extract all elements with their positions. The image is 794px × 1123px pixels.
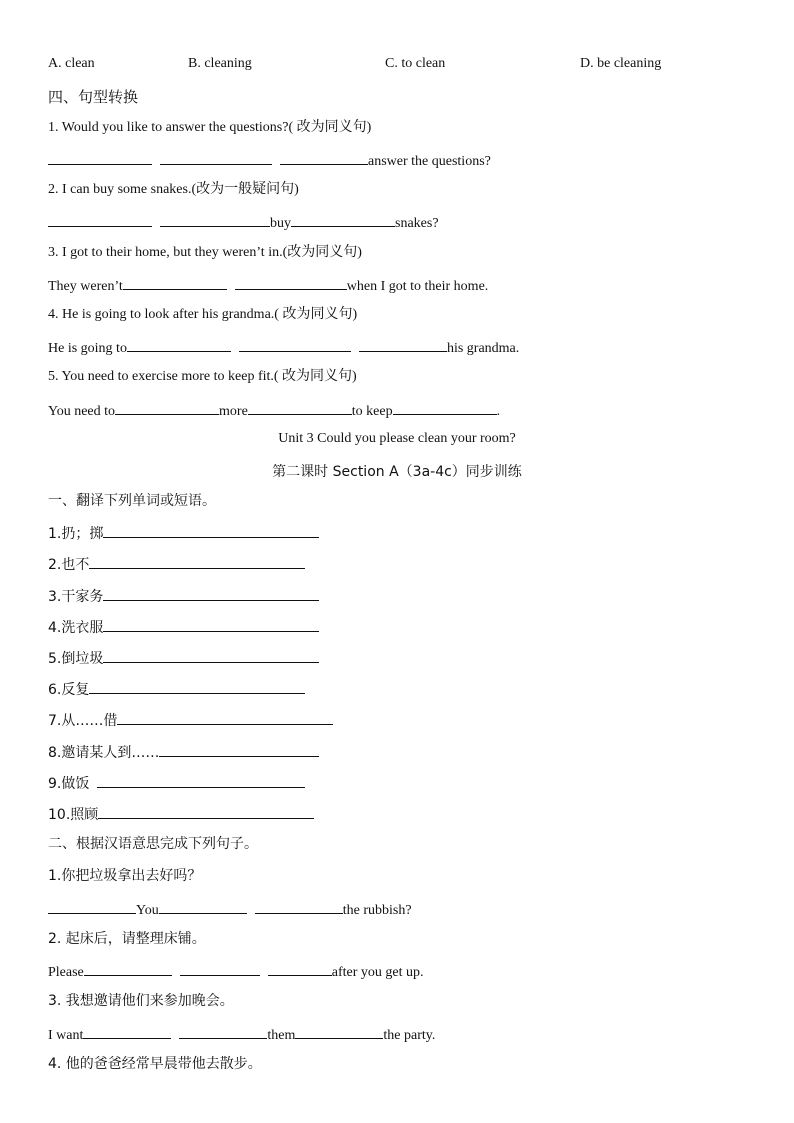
s4-question-3: 3. I got to their home, but they weren’t in.(改为同义句)	[48, 245, 362, 260]
p2-answer-1	[48, 899, 412, 920]
vocab-label: 5.倒垃圾	[48, 651, 104, 667]
answer-blank[interactable]	[179, 1024, 267, 1039]
answer-blank[interactable]	[248, 400, 352, 415]
answer-blank[interactable]	[83, 1024, 171, 1039]
answer-blank[interactable]	[103, 523, 319, 538]
p2-question-3: 3. 我想邀请他们来参加晚会。	[48, 993, 234, 1009]
vocab-label: 1.扔；掷	[48, 526, 104, 542]
vocab-item-10	[48, 804, 314, 824]
s4-answer-5	[48, 400, 500, 421]
answer-text: He is going to	[48, 341, 127, 356]
answer-blank[interactable]	[393, 400, 497, 415]
answer-blank[interactable]	[160, 150, 272, 165]
answer-blank[interactable]	[280, 150, 368, 165]
vocab-item-6	[48, 679, 305, 699]
answer-blank[interactable]	[180, 961, 260, 976]
vocab-label: 7.从……借	[48, 713, 118, 729]
vocab-item-1	[48, 523, 319, 543]
p2-answer-2	[48, 961, 424, 982]
answer-text: You	[136, 903, 159, 918]
s4-answer-1	[48, 150, 491, 171]
s4-question-1: 1. Would you like to answer the questions?( 改为同义句)	[48, 120, 372, 135]
answer-text: when I got to their home.	[346, 279, 489, 294]
s4-question-4: 4. He is going to look after his grandma.( 改为同义句)	[48, 307, 358, 322]
vocab-label: 10.照顾	[48, 807, 99, 823]
p2-question-4: 4. 他的爸爸经常早晨带他去散步。	[48, 1056, 262, 1072]
answer-blank[interactable]	[295, 1024, 383, 1039]
answer-text: .	[496, 404, 501, 419]
answer-blank[interactable]	[117, 710, 333, 725]
vocab-label: 3.干家务	[48, 589, 104, 605]
answer-blank[interactable]	[89, 679, 305, 694]
answer-text: them	[267, 1028, 296, 1043]
answer-blank[interactable]	[48, 150, 152, 165]
answer-blank[interactable]	[89, 554, 305, 569]
answer-text: more	[219, 404, 248, 419]
lesson-title: 第二课时 Section A（3a-4c）同步训练	[272, 464, 522, 480]
answer-text: after you get up.	[331, 965, 424, 980]
answer-blank[interactable]	[255, 899, 343, 914]
vocab-label: 4.洗衣服	[48, 620, 104, 636]
vocab-label: 9.做饭	[48, 776, 90, 792]
vocab-item-2	[48, 554, 305, 574]
vocab-item-4	[48, 617, 319, 637]
vocab-item-9	[48, 773, 305, 793]
part2-heading: 二、根据汉语意思完成下列句子。	[48, 836, 258, 852]
answer-text: I want	[48, 1028, 84, 1043]
answer-blank[interactable]	[291, 212, 395, 227]
option-c: C. to clean	[385, 56, 446, 71]
answer-blank[interactable]	[115, 400, 219, 415]
answer-blank[interactable]	[103, 648, 319, 663]
answer-text: They weren’t	[48, 279, 123, 294]
option-b: B. cleaning	[188, 56, 252, 71]
answer-blank[interactable]	[103, 617, 319, 632]
answer-blank[interactable]	[235, 275, 347, 290]
answer-blank[interactable]	[103, 586, 319, 601]
answer-text: the rubbish?	[342, 903, 412, 918]
s4-answer-3	[48, 275, 488, 296]
s4-answer-4	[48, 337, 519, 358]
answer-blank[interactable]	[239, 337, 351, 352]
unit-title: Unit 3 Could you please clean your room?	[278, 431, 516, 446]
answer-blank[interactable]	[127, 337, 231, 352]
answer-text: Please	[48, 965, 84, 980]
section4-heading: 四、句型转换	[48, 88, 139, 106]
s4-question-2: 2. I can buy some snakes.(改为一般疑问句)	[48, 182, 299, 197]
vocab-item-7	[48, 710, 333, 730]
answer-blank[interactable]	[159, 742, 319, 757]
answer-blank[interactable]	[97, 773, 305, 788]
answer-blank[interactable]	[98, 804, 314, 819]
vocab-label: 6.反复	[48, 682, 90, 698]
vocab-item-8	[48, 742, 319, 762]
vocab-item-5	[48, 648, 319, 668]
answer-blank[interactable]	[84, 961, 172, 976]
answer-blank[interactable]	[48, 212, 152, 227]
answer-blank[interactable]	[48, 899, 136, 914]
answer-blank[interactable]	[123, 275, 227, 290]
answer-text: to keep	[351, 404, 393, 419]
answer-text: answer the questions?	[368, 154, 491, 169]
p2-question-2: 2. 起床后，请整理床铺。	[48, 931, 206, 947]
answer-blank[interactable]	[159, 899, 247, 914]
answer-blank[interactable]	[160, 212, 270, 227]
vocab-label: 2.也不	[48, 557, 90, 573]
answer-text: the party.	[383, 1028, 436, 1043]
vocab-label: 8.邀请某人到……	[48, 745, 160, 761]
answer-blank[interactable]	[268, 961, 332, 976]
vocab-item-3	[48, 586, 319, 606]
s4-question-5: 5. You need to exercise more to keep fit.( 改为同义句)	[48, 369, 357, 384]
s4-answer-2	[48, 212, 439, 233]
part1-heading: 一、翻译下列单词或短语。	[48, 493, 216, 509]
answer-text: snakes?	[395, 216, 439, 231]
answer-text: You need to	[48, 404, 116, 419]
p2-answer-3	[48, 1024, 435, 1045]
answer-text: buy	[270, 216, 291, 231]
option-a: A. clean	[48, 56, 95, 71]
answer-blank[interactable]	[359, 337, 447, 352]
option-d: D. be cleaning	[580, 56, 662, 71]
answer-text: his grandma.	[446, 341, 520, 356]
p2-question-1: 1.你把垃圾拿出去好吗？	[48, 868, 202, 884]
